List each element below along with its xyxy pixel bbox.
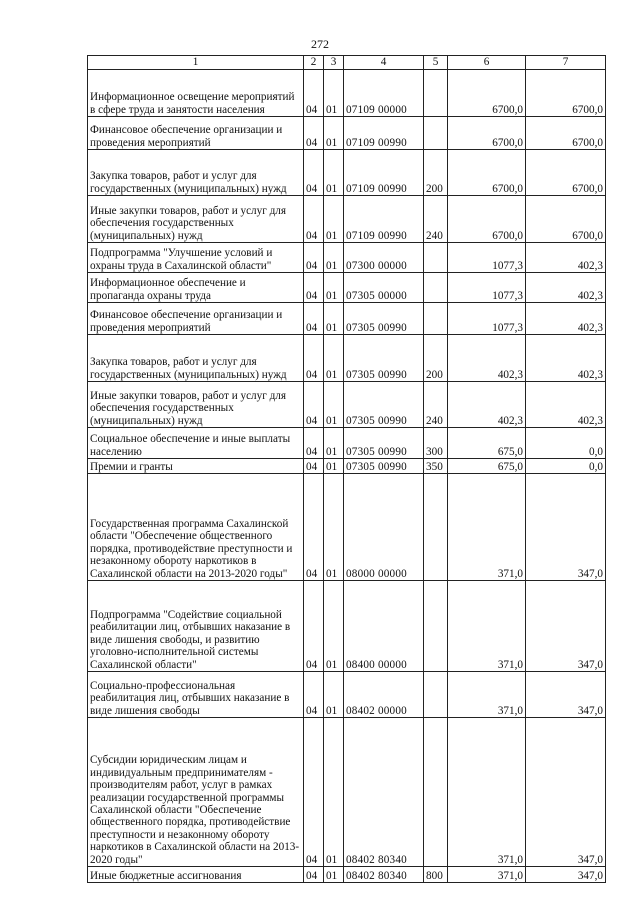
row-subsection: 01 (324, 474, 344, 581)
row-expense-type: 200 (424, 335, 448, 382)
table-row (88, 718, 606, 867)
row-amount-1: 6700,0 (448, 70, 526, 117)
table-row (88, 117, 606, 150)
row-expense-type: 240 (424, 382, 448, 428)
row-subsection: 01 (324, 273, 344, 303)
row-amount-2: 6700,0 (526, 150, 606, 196)
row-amount-2: 402,3 (526, 273, 606, 303)
row-target-code: 07305 00000 (344, 273, 424, 303)
row-subsection: 01 (324, 117, 344, 150)
header-col-7: 7 (526, 56, 606, 70)
row-subsection: 01 (324, 243, 344, 273)
table-row (88, 428, 606, 459)
row-amount-1: 402,3 (448, 335, 526, 382)
row-amount-2: 402,3 (526, 335, 606, 382)
row-section: 04 (304, 428, 324, 459)
row-target-code: 07300 00000 (344, 243, 424, 273)
row-amount-2: 0,0 (526, 459, 606, 474)
row-section: 04 (304, 382, 324, 428)
row-name: Закупка товаров, работ и услуг для государственных (муниципальных) нужд (88, 335, 304, 382)
row-amount-2: 347,0 (526, 581, 606, 672)
row-expense-type (424, 70, 448, 117)
header-col-5: 5 (424, 56, 448, 70)
row-amount-2: 402,3 (526, 243, 606, 273)
row-amount-1: 371,0 (448, 867, 526, 883)
row-amount-2: 402,3 (526, 303, 606, 335)
row-target-code: 07109 00990 (344, 117, 424, 150)
row-target-code: 08000 00000 (344, 474, 424, 581)
row-name: Подпрограмма "Улучшение условий и охраны труда в Сахалинской области" (88, 243, 304, 273)
row-name: Социально-профессиональная реабилитация лиц, отбывших наказание в виде лишения свободы (88, 672, 304, 718)
row-target-code: 08402 00000 (344, 672, 424, 718)
row-target-code: 07305 00990 (344, 335, 424, 382)
row-expense-type (424, 718, 448, 867)
row-section: 04 (304, 243, 324, 273)
row-subsection: 01 (324, 196, 344, 243)
row-section: 04 (304, 196, 324, 243)
row-amount-2: 347,0 (526, 672, 606, 718)
row-amount-1: 6700,0 (448, 150, 526, 196)
row-target-code: 07109 00990 (344, 150, 424, 196)
table-row (88, 382, 606, 428)
row-name: Финансовое обеспечение организации и проведения мероприятий (88, 303, 304, 335)
row-expense-type: 200 (424, 150, 448, 196)
table-row (88, 459, 606, 474)
row-subsection: 01 (324, 150, 344, 196)
row-name: Премии и гранты (88, 459, 304, 474)
row-target-code: 07305 00990 (344, 303, 424, 335)
header-col-6: 6 (448, 56, 526, 70)
header-row (88, 56, 606, 70)
row-expense-type (424, 672, 448, 718)
row-expense-type (424, 273, 448, 303)
row-amount-2: 0,0 (526, 428, 606, 459)
row-section: 04 (304, 70, 324, 117)
row-target-code: 07305 00990 (344, 459, 424, 474)
row-amount-2: 347,0 (526, 718, 606, 867)
table-row (88, 150, 606, 196)
table-row (88, 303, 606, 335)
row-amount-2: 6700,0 (526, 196, 606, 243)
table-row (88, 196, 606, 243)
row-amount-1: 6700,0 (448, 196, 526, 243)
row-amount-1: 402,3 (448, 382, 526, 428)
row-amount-1: 371,0 (448, 474, 526, 581)
row-name: Субсидии юридическим лицам и индивидуальным предпринимателям - производителям работ, услуг в рамках реализации государственной программы Сахалинской области "Обеспечение общественного порядка, противодействие преступности и незаконному обороту наркотиков в Сахалинской области на 2013-2020 годы" (88, 718, 304, 867)
row-name: Финансовое обеспечение организации и проведения мероприятий (88, 117, 304, 150)
budget-table (87, 55, 606, 883)
row-name: Иные закупки товаров, работ и услуг для обеспечения государственных (муниципальных) нужд (88, 196, 304, 243)
row-name: Информационное освещение мероприятий в сфере труда и занятости населения (88, 70, 304, 117)
row-expense-type (424, 474, 448, 581)
row-expense-type (424, 243, 448, 273)
row-expense-type (424, 581, 448, 672)
row-target-code: 07109 00990 (344, 196, 424, 243)
row-section: 04 (304, 150, 324, 196)
row-subsection: 01 (324, 428, 344, 459)
row-section: 04 (304, 581, 324, 672)
row-expense-type (424, 303, 448, 335)
table-row (88, 867, 606, 883)
table-row (88, 70, 606, 117)
row-amount-1: 371,0 (448, 718, 526, 867)
row-target-code: 07305 00990 (344, 382, 424, 428)
row-section: 04 (304, 303, 324, 335)
row-subsection: 01 (324, 303, 344, 335)
row-expense-type: 240 (424, 196, 448, 243)
header-col-4: 4 (344, 56, 424, 70)
row-subsection: 01 (324, 70, 344, 117)
row-amount-2: 347,0 (526, 474, 606, 581)
row-amount-2: 6700,0 (526, 117, 606, 150)
row-amount-1: 1077,3 (448, 273, 526, 303)
row-name: Социальное обеспечение и иные выплаты населению (88, 428, 304, 459)
header-col-1: 1 (88, 56, 304, 70)
row-target-code: 07109 00000 (344, 70, 424, 117)
row-expense-type: 350 (424, 459, 448, 474)
row-expense-type: 300 (424, 428, 448, 459)
table-row (88, 243, 606, 273)
row-target-code: 08402 80340 (344, 718, 424, 867)
row-subsection: 01 (324, 382, 344, 428)
table-row (88, 273, 606, 303)
row-amount-1: 675,0 (448, 459, 526, 474)
row-amount-2: 347,0 (526, 867, 606, 883)
row-subsection: 01 (324, 718, 344, 867)
row-amount-2: 6700,0 (526, 70, 606, 117)
row-name: Информационное обеспечение и пропаганда охраны труда (88, 273, 304, 303)
row-expense-type: 800 (424, 867, 448, 883)
row-name: Иные бюджетные ассигнования (88, 867, 304, 883)
row-section: 04 (304, 474, 324, 581)
header-col-3: 3 (324, 56, 344, 70)
table-row (88, 474, 606, 581)
row-name: Подпрограмма "Содействие социальной реабилитации лиц, отбывших наказание в виде лишения свободы, и развитию уголовно-исполнительной системы Сахалинской области" (88, 581, 304, 672)
row-section: 04 (304, 718, 324, 867)
row-target-code: 08402 80340 (344, 867, 424, 883)
table-row (88, 672, 606, 718)
row-section: 04 (304, 672, 324, 718)
page-number: 272 (311, 37, 329, 51)
row-section: 04 (304, 867, 324, 883)
row-expense-type (424, 117, 448, 150)
row-subsection: 01 (324, 867, 344, 883)
row-section: 04 (304, 335, 324, 382)
row-section: 04 (304, 117, 324, 150)
row-subsection: 01 (324, 335, 344, 382)
row-amount-1: 675,0 (448, 428, 526, 459)
row-name: Иные закупки товаров, работ и услуг для обеспечения государственных (муниципальных) нужд (88, 382, 304, 428)
row-amount-1: 6700,0 (448, 117, 526, 150)
row-name: Закупка товаров, работ и услуг для государственных (муниципальных) нужд (88, 150, 304, 196)
row-subsection: 01 (324, 459, 344, 474)
row-subsection: 01 (324, 672, 344, 718)
row-amount-1: 1077,3 (448, 243, 526, 273)
table-row (88, 581, 606, 672)
row-amount-1: 371,0 (448, 672, 526, 718)
header-col-2: 2 (304, 56, 324, 70)
row-amount-1: 1077,3 (448, 303, 526, 335)
table-row (88, 335, 606, 382)
row-name: Государственная программа Сахалинской области "Обеспечение общественного порядка, противодействие преступности и незаконному обороту наркотиков в Сахалинской области на 2013-2020 годы" (88, 474, 304, 581)
row-target-code: 08400 00000 (344, 581, 424, 672)
row-subsection: 01 (324, 581, 344, 672)
row-section: 04 (304, 273, 324, 303)
row-amount-2: 402,3 (526, 382, 606, 428)
row-section: 04 (304, 459, 324, 474)
row-amount-1: 371,0 (448, 581, 526, 672)
row-target-code: 07305 00990 (344, 428, 424, 459)
